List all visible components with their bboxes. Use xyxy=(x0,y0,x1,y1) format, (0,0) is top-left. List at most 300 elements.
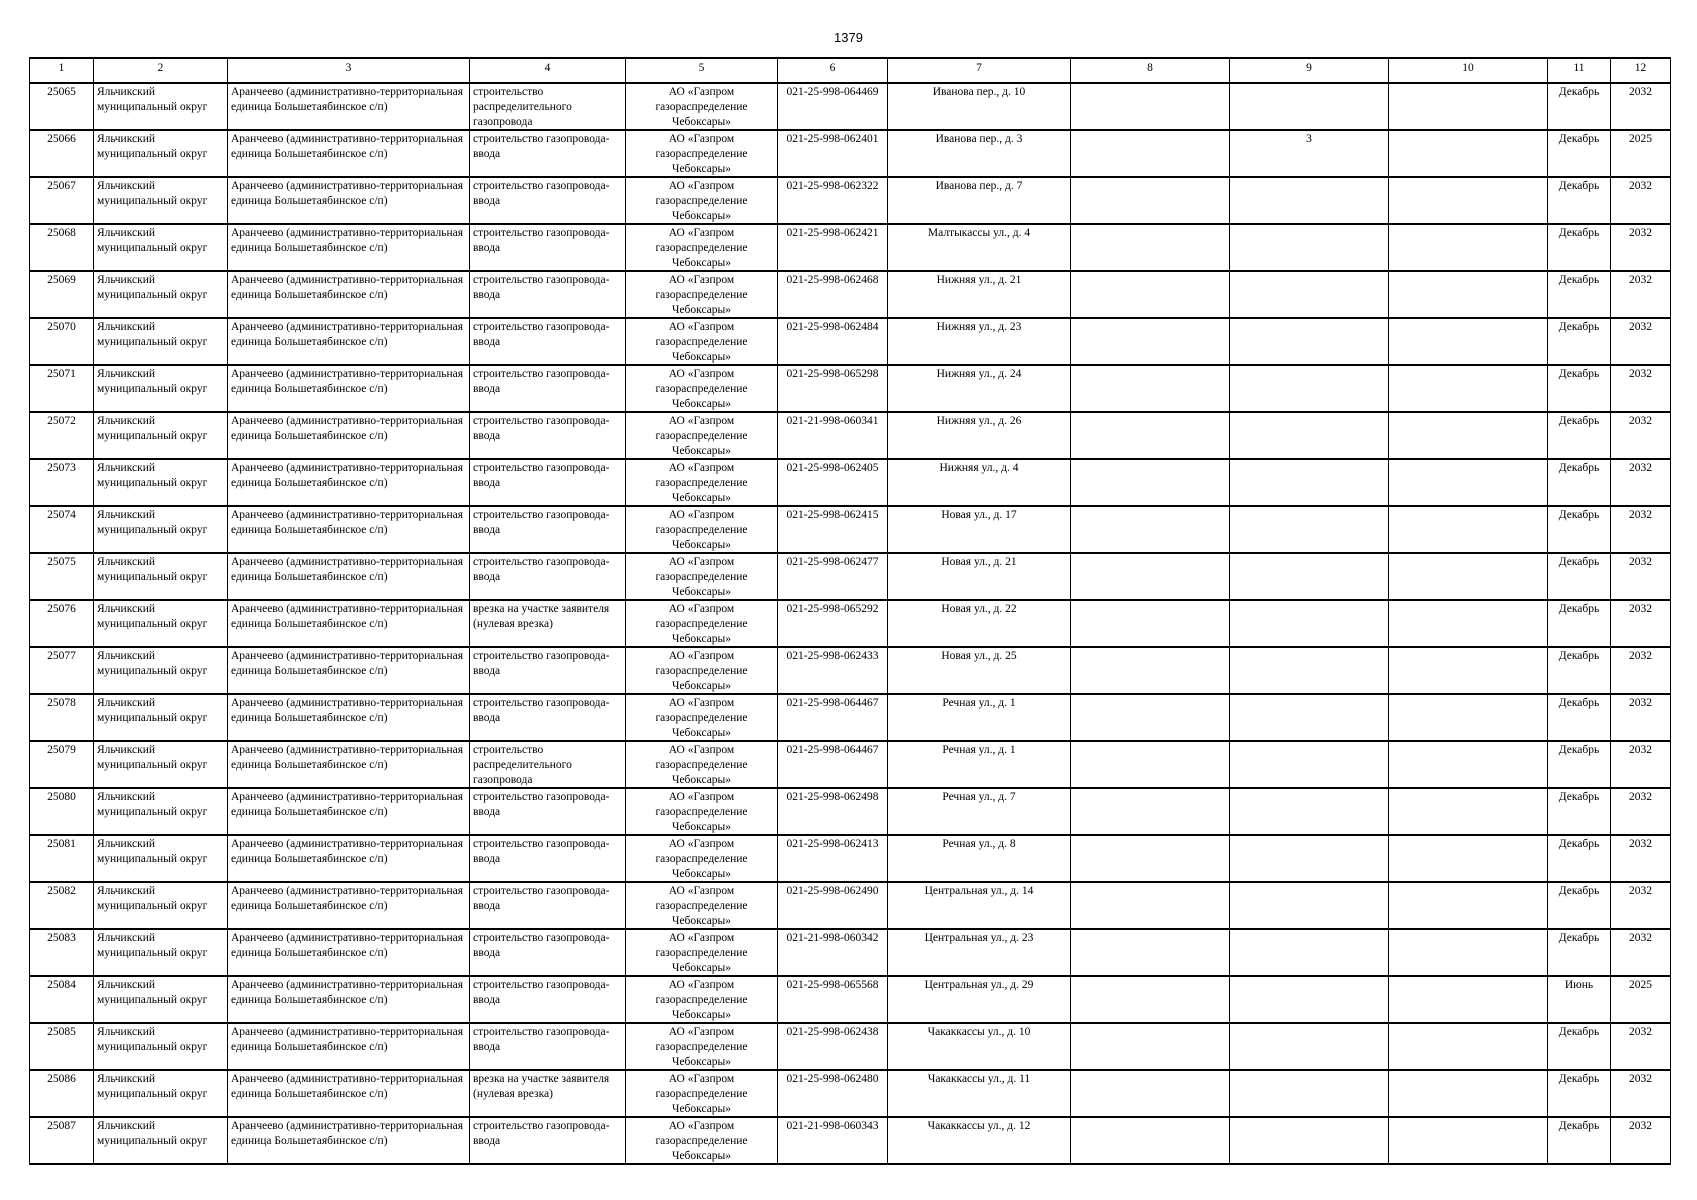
district-cell xyxy=(94,835,228,882)
organization-cell-text: АО «Газпром газораспределение Чебоксары» xyxy=(655,979,748,1021)
column-8-cell xyxy=(1071,929,1230,976)
locality-cell-text: Аранчеево (административно-территориальная единица Большетаябинское с/п) xyxy=(231,979,464,1006)
organization-cell-text: АО «Газпром газораспределение Чебоксары» xyxy=(655,1073,748,1115)
column-8-cell xyxy=(1071,788,1230,835)
organization-cell-text: АО «Газпром газораспределение Чебоксары» xyxy=(655,274,748,316)
work-type-cell-text: врезка на участке заявителя (нулевая врезка) xyxy=(473,1073,610,1100)
application-code-cell xyxy=(778,177,888,224)
month-cell-text: Декабрь xyxy=(1558,509,1600,521)
work-type-cell-text: строительство газопровода-ввода xyxy=(473,556,610,583)
address-cell-text: Центральная ул., д. 29 xyxy=(924,979,1034,991)
address-cell xyxy=(888,1117,1071,1164)
column-9-cell xyxy=(1230,553,1389,600)
column-10-cell xyxy=(1389,83,1548,130)
column-10-cell-text xyxy=(1392,1025,1544,1069)
address-cell xyxy=(888,130,1071,177)
organization-cell-text: АО «Газпром газораспределение Чебоксары» xyxy=(655,368,748,410)
district-cell-text: Яльчикский муниципальный округ xyxy=(97,838,208,865)
row-number-text: 25079 xyxy=(47,744,76,756)
column-10-cell-text xyxy=(1392,1119,1544,1163)
month-cell xyxy=(1548,412,1611,459)
row-number xyxy=(30,835,94,882)
organization-cell xyxy=(626,788,778,835)
table-row xyxy=(30,1023,1671,1070)
district-cell-text: Яльчикский муниципальный округ xyxy=(97,415,208,442)
locality-cell xyxy=(228,83,470,130)
organization-cell-text: АО «Газпром газораспределение Чебоксары» xyxy=(655,133,748,175)
work-type-cell xyxy=(470,506,626,553)
row-number-text: 25087 xyxy=(47,1120,76,1132)
work-type-cell-text: строительство газопровода-ввода xyxy=(473,180,610,207)
organization-cell xyxy=(626,318,778,365)
organization-cell-text: АО «Газпром газораспределение Чебоксары» xyxy=(655,556,748,598)
organization-cell xyxy=(626,459,778,506)
locality-cell xyxy=(228,694,470,741)
month-cell xyxy=(1548,1117,1611,1164)
column-8-cell-text xyxy=(1074,132,1226,176)
address-cell xyxy=(888,1070,1071,1117)
column-9-cell xyxy=(1230,1070,1389,1117)
organization-cell xyxy=(626,835,778,882)
application-code-cell xyxy=(778,835,888,882)
work-type-cell xyxy=(470,976,626,1023)
locality-cell-text: Аранчеево (административно-территориальная единица Большетаябинское с/п) xyxy=(231,180,464,207)
work-type-cell-text: строительство газопровода-ввода xyxy=(473,932,610,959)
column-9-cell xyxy=(1230,741,1389,788)
organization-cell xyxy=(626,506,778,553)
column-8-cell-text xyxy=(1074,1072,1226,1116)
column-10-cell-text xyxy=(1392,743,1544,787)
district-cell xyxy=(94,412,228,459)
work-type-cell-text: строительство газопровода-ввода xyxy=(473,1026,610,1053)
address-cell xyxy=(888,506,1071,553)
organization-cell xyxy=(626,1023,778,1070)
row-number-text: 25082 xyxy=(47,885,76,897)
district-cell-text: Яльчикский муниципальный округ xyxy=(97,556,208,583)
address-cell xyxy=(888,788,1071,835)
year-cell-text: 2032 xyxy=(1629,1026,1652,1038)
column-10-cell xyxy=(1389,1117,1548,1164)
column-10-cell-text xyxy=(1392,649,1544,693)
district-cell-text: Яльчикский муниципальный округ xyxy=(97,1026,208,1053)
application-code-cell xyxy=(778,130,888,177)
work-type-cell-text: строительство газопровода-ввода xyxy=(473,650,610,677)
column-header-12: 12 xyxy=(1611,58,1671,83)
application-code-cell-text: 021-25-998-062468 xyxy=(786,274,879,286)
row-number-text: 25077 xyxy=(47,650,76,662)
locality-cell xyxy=(228,929,470,976)
column-9-cell xyxy=(1230,412,1389,459)
month-cell xyxy=(1548,647,1611,694)
column-9-cell xyxy=(1230,788,1389,835)
row-number xyxy=(30,412,94,459)
table-row xyxy=(30,1070,1671,1117)
column-10-cell xyxy=(1389,130,1548,177)
district-cell xyxy=(94,224,228,271)
column-8-cell-text xyxy=(1074,273,1226,317)
table-row xyxy=(30,788,1671,835)
organization-cell xyxy=(626,882,778,929)
column-9-cell-text xyxy=(1233,602,1385,646)
year-cell xyxy=(1611,83,1671,130)
address-cell-text: Новая ул., д. 21 xyxy=(941,556,1017,568)
row-number xyxy=(30,459,94,506)
column-9-cell-text xyxy=(1233,179,1385,223)
column-10-cell-text xyxy=(1392,414,1544,458)
column-9-cell-text xyxy=(1233,837,1385,881)
application-code-cell xyxy=(778,647,888,694)
column-9-cell-text xyxy=(1233,414,1385,458)
application-code-cell-text: 021-25-998-062480 xyxy=(786,1073,879,1085)
column-9-cell xyxy=(1230,130,1389,177)
row-number-text: 25073 xyxy=(47,462,76,474)
address-cell xyxy=(888,224,1071,271)
column-8-cell-text xyxy=(1074,508,1226,552)
organization-cell xyxy=(626,976,778,1023)
column-9-cell xyxy=(1230,647,1389,694)
month-cell-text: Декабрь xyxy=(1558,838,1600,850)
column-8-cell-text xyxy=(1074,884,1226,928)
district-cell-text: Яльчикский муниципальный округ xyxy=(97,462,208,489)
work-type-cell xyxy=(470,224,626,271)
locality-cell-text: Аранчеево (административно-территориальная единица Большетаябинское с/п) xyxy=(231,509,464,536)
column-9-cell-text xyxy=(1233,226,1385,270)
address-cell xyxy=(888,600,1071,647)
year-cell-text: 2032 xyxy=(1629,321,1652,333)
district-cell xyxy=(94,929,228,976)
month-cell-text: Декабрь xyxy=(1558,650,1600,662)
row-number-text: 25071 xyxy=(47,368,76,380)
registry-table xyxy=(29,57,1671,1165)
address-cell xyxy=(888,694,1071,741)
organization-cell xyxy=(626,271,778,318)
row-number-text: 25078 xyxy=(47,697,76,709)
year-cell-text: 2032 xyxy=(1629,932,1652,944)
district-cell-text: Яльчикский муниципальный округ xyxy=(97,1120,208,1147)
locality-cell xyxy=(228,506,470,553)
organization-cell xyxy=(626,177,778,224)
address-cell-text: Малтыкассы ул., д. 4 xyxy=(927,227,1031,239)
year-cell xyxy=(1611,694,1671,741)
year-cell xyxy=(1611,741,1671,788)
work-type-cell xyxy=(470,553,626,600)
address-cell-text: Чакаккассы ул., д. 10 xyxy=(927,1026,1031,1038)
locality-cell-text: Аранчеево (административно-территориальная единица Большетаябинское с/п) xyxy=(231,697,464,724)
locality-cell-text: Аранчеево (административно-территориальная единица Большетаябинское с/п) xyxy=(231,1026,464,1053)
column-9-cell-text xyxy=(1233,1119,1385,1163)
address-cell-text: Речная ул., д. 8 xyxy=(942,838,1016,850)
address-cell-text: Речная ул., д. 7 xyxy=(942,791,1016,803)
row-number xyxy=(30,600,94,647)
column-8-cell xyxy=(1071,694,1230,741)
month-cell-text: Декабрь xyxy=(1558,1120,1600,1132)
address-cell-text: Новая ул., д. 22 xyxy=(941,603,1017,615)
table-row xyxy=(30,412,1671,459)
work-type-cell xyxy=(470,365,626,412)
column-8-cell xyxy=(1071,365,1230,412)
column-8-cell-text xyxy=(1074,85,1226,129)
application-code-cell xyxy=(778,882,888,929)
column-8-cell xyxy=(1071,600,1230,647)
column-8-cell xyxy=(1071,130,1230,177)
locality-cell xyxy=(228,835,470,882)
column-9-cell-text xyxy=(1233,1025,1385,1069)
address-cell-text: Речная ул., д. 1 xyxy=(942,697,1016,709)
column-8-cell-text xyxy=(1074,320,1226,364)
application-code-cell xyxy=(778,459,888,506)
application-code-cell xyxy=(778,600,888,647)
organization-cell xyxy=(626,694,778,741)
application-code-cell-text: 021-25-998-065298 xyxy=(786,368,879,380)
column-8-cell xyxy=(1071,1070,1230,1117)
organization-cell-text: АО «Газпром газораспределение Чебоксары» xyxy=(655,1026,748,1068)
column-9-cell xyxy=(1230,318,1389,365)
column-header-8: 8 xyxy=(1071,58,1230,83)
month-cell xyxy=(1548,1070,1611,1117)
column-header-6: 6 xyxy=(778,58,888,83)
column-8-cell-text xyxy=(1074,837,1226,881)
locality-cell-text: Аранчеево (административно-территориальная единица Большетаябинское с/п) xyxy=(231,932,464,959)
locality-cell-text: Аранчеево (административно-территориальная единица Большетаябинское с/п) xyxy=(231,1120,464,1147)
district-cell xyxy=(94,83,228,130)
work-type-cell-text: строительство газопровода-ввода xyxy=(473,133,610,160)
row-number xyxy=(30,882,94,929)
table-row xyxy=(30,553,1671,600)
year-cell-text: 2032 xyxy=(1629,368,1652,380)
table-row xyxy=(30,741,1671,788)
column-header-10: 10 xyxy=(1389,58,1548,83)
district-cell-text: Яльчикский муниципальный округ xyxy=(97,744,208,771)
locality-cell xyxy=(228,647,470,694)
district-cell-text: Яльчикский муниципальный округ xyxy=(97,86,208,113)
month-cell xyxy=(1548,600,1611,647)
month-cell-text: Декабрь xyxy=(1558,462,1600,474)
column-9-cell xyxy=(1230,694,1389,741)
year-cell xyxy=(1611,929,1671,976)
application-code-cell-text: 021-25-998-062401 xyxy=(786,133,879,145)
month-cell xyxy=(1548,929,1611,976)
column-8-cell xyxy=(1071,271,1230,318)
organization-cell-text: АО «Газпром газораспределение Чебоксары» xyxy=(655,509,748,551)
locality-cell xyxy=(228,130,470,177)
table-row xyxy=(30,365,1671,412)
year-cell xyxy=(1611,177,1671,224)
column-8-cell xyxy=(1071,976,1230,1023)
column-10-cell xyxy=(1389,835,1548,882)
row-number xyxy=(30,130,94,177)
column-9-cell-text xyxy=(1233,461,1385,505)
column-8-cell-text xyxy=(1074,790,1226,834)
column-8-cell-text xyxy=(1074,978,1226,1022)
column-10-cell xyxy=(1389,365,1548,412)
row-number xyxy=(30,83,94,130)
row-number xyxy=(30,553,94,600)
table-row xyxy=(30,694,1671,741)
district-cell-text: Яльчикский муниципальный округ xyxy=(97,932,208,959)
month-cell-text: Декабрь xyxy=(1558,86,1600,98)
column-10-cell-text xyxy=(1392,602,1544,646)
column-10-cell xyxy=(1389,553,1548,600)
application-code-cell-text: 021-25-998-062421 xyxy=(786,227,879,239)
month-cell-text: Декабрь xyxy=(1558,415,1600,427)
row-number xyxy=(30,177,94,224)
district-cell-text: Яльчикский муниципальный округ xyxy=(97,650,208,677)
month-cell xyxy=(1548,177,1611,224)
column-8-cell-text xyxy=(1074,1025,1226,1069)
address-cell xyxy=(888,271,1071,318)
column-9-cell xyxy=(1230,976,1389,1023)
work-type-cell-text: строительство газопровода-ввода xyxy=(473,838,610,865)
column-9-cell-text xyxy=(1233,931,1385,975)
application-code-cell xyxy=(778,976,888,1023)
organization-cell-text: АО «Газпром газораспределение Чебоксары» xyxy=(655,885,748,927)
row-number-text: 25081 xyxy=(47,838,76,850)
row-number-text: 25085 xyxy=(47,1026,76,1038)
month-cell xyxy=(1548,788,1611,835)
district-cell xyxy=(94,271,228,318)
locality-cell-text: Аранчеево (административно-территориальная единица Большетаябинское с/п) xyxy=(231,838,464,865)
column-9-cell-text xyxy=(1233,85,1385,129)
table-header-row xyxy=(30,58,1671,83)
organization-cell-text: АО «Газпром газораспределение Чебоксары» xyxy=(655,932,748,974)
column-10-cell xyxy=(1389,647,1548,694)
column-10-cell-text xyxy=(1392,320,1544,364)
application-code-cell xyxy=(778,83,888,130)
column-10-cell xyxy=(1389,1070,1548,1117)
application-code-cell xyxy=(778,788,888,835)
district-cell-text: Яльчикский муниципальный округ xyxy=(97,133,208,160)
month-cell xyxy=(1548,882,1611,929)
organization-cell-text: АО «Газпром газораспределение Чебоксары» xyxy=(655,603,748,645)
work-type-cell-text: строительство газопровода-ввода xyxy=(473,415,610,442)
work-type-cell xyxy=(470,788,626,835)
locality-cell xyxy=(228,976,470,1023)
organization-cell xyxy=(626,553,778,600)
year-cell-text: 2032 xyxy=(1629,791,1652,803)
year-cell xyxy=(1611,459,1671,506)
row-number xyxy=(30,318,94,365)
organization-cell-text: АО «Газпром газораспределение Чебоксары» xyxy=(655,180,748,222)
column-9-cell-text xyxy=(1233,978,1385,1022)
year-cell xyxy=(1611,553,1671,600)
application-code-cell-text: 021-25-998-065292 xyxy=(786,603,879,615)
address-cell xyxy=(888,929,1071,976)
locality-cell-text: Аранчеево (административно-территориальная единица Большетаябинское с/п) xyxy=(231,791,464,818)
column-8-cell-text xyxy=(1074,649,1226,693)
row-number xyxy=(30,741,94,788)
district-cell xyxy=(94,788,228,835)
column-10-cell xyxy=(1389,177,1548,224)
organization-cell xyxy=(626,224,778,271)
column-8-cell xyxy=(1071,553,1230,600)
work-type-cell xyxy=(470,929,626,976)
work-type-cell-text: строительство газопровода-ввода xyxy=(473,697,610,724)
table-row xyxy=(30,83,1671,130)
address-cell xyxy=(888,177,1071,224)
table-row xyxy=(30,177,1671,224)
district-cell-text: Яльчикский муниципальный округ xyxy=(97,368,208,395)
district-cell-text: Яльчикский муниципальный округ xyxy=(97,274,208,301)
organization-cell-text: АО «Газпром газораспределение Чебоксары» xyxy=(655,791,748,833)
column-8-cell xyxy=(1071,412,1230,459)
column-9-cell-text xyxy=(1233,508,1385,552)
year-cell-text: 2032 xyxy=(1629,1120,1652,1132)
application-code-cell-text: 021-25-998-062322 xyxy=(786,180,879,192)
district-cell-text: Яльчикский муниципальный округ xyxy=(97,979,208,1006)
year-cell xyxy=(1611,224,1671,271)
year-cell xyxy=(1611,835,1671,882)
year-cell xyxy=(1611,130,1671,177)
row-number-text: 25083 xyxy=(47,932,76,944)
year-cell-text: 2025 xyxy=(1629,979,1652,991)
column-9-cell xyxy=(1230,459,1389,506)
district-cell-text: Яльчикский муниципальный округ xyxy=(97,227,208,254)
column-8-cell-text xyxy=(1074,226,1226,270)
month-cell xyxy=(1548,506,1611,553)
column-8-cell-text xyxy=(1074,461,1226,505)
column-9-cell xyxy=(1230,835,1389,882)
district-cell-text: Яльчикский муниципальный округ xyxy=(97,509,208,536)
application-code-cell-text: 021-25-998-064467 xyxy=(786,744,879,756)
row-number-text: 25066 xyxy=(47,133,76,145)
column-8-cell-text xyxy=(1074,367,1226,411)
row-number xyxy=(30,694,94,741)
address-cell-text: Чакаккассы ул., д. 11 xyxy=(927,1073,1031,1085)
column-9-cell xyxy=(1230,1023,1389,1070)
year-cell-text: 2025 xyxy=(1629,133,1652,145)
year-cell xyxy=(1611,412,1671,459)
address-cell xyxy=(888,83,1071,130)
column-9-cell-text xyxy=(1233,320,1385,364)
row-number xyxy=(30,1070,94,1117)
organization-cell xyxy=(626,130,778,177)
table-row xyxy=(30,130,1671,177)
year-cell xyxy=(1611,1070,1671,1117)
district-cell xyxy=(94,365,228,412)
address-cell xyxy=(888,318,1071,365)
page-number: 1379 xyxy=(834,30,863,45)
year-cell xyxy=(1611,506,1671,553)
table-row xyxy=(30,600,1671,647)
column-8-cell xyxy=(1071,882,1230,929)
locality-cell xyxy=(228,741,470,788)
column-10-cell xyxy=(1389,882,1548,929)
table-row xyxy=(30,224,1671,271)
application-code-cell-text: 021-25-998-062433 xyxy=(786,650,879,662)
locality-cell xyxy=(228,882,470,929)
organization-cell-text: АО «Газпром газораспределение Чебоксары» xyxy=(655,838,748,880)
column-10-cell-text xyxy=(1392,978,1544,1022)
application-code-cell-text: 021-25-998-062415 xyxy=(786,509,879,521)
month-cell xyxy=(1548,224,1611,271)
column-10-cell xyxy=(1389,224,1548,271)
address-cell-text: Центральная ул., д. 14 xyxy=(924,885,1034,897)
column-10-cell xyxy=(1389,741,1548,788)
application-code-cell xyxy=(778,1070,888,1117)
column-9-cell-text xyxy=(1233,367,1385,411)
row-number-text: 25065 xyxy=(47,86,76,98)
locality-cell-text: Аранчеево (административно-территориальная единица Большетаябинское с/п) xyxy=(231,556,464,583)
table-row xyxy=(30,929,1671,976)
organization-cell-text: АО «Газпром газораспределение Чебоксары» xyxy=(655,744,748,786)
district-cell xyxy=(94,647,228,694)
column-10-cell-text xyxy=(1392,555,1544,599)
column-8-cell xyxy=(1071,83,1230,130)
column-10-cell xyxy=(1389,318,1548,365)
organization-cell xyxy=(626,1117,778,1164)
column-8-cell xyxy=(1071,177,1230,224)
locality-cell xyxy=(228,600,470,647)
